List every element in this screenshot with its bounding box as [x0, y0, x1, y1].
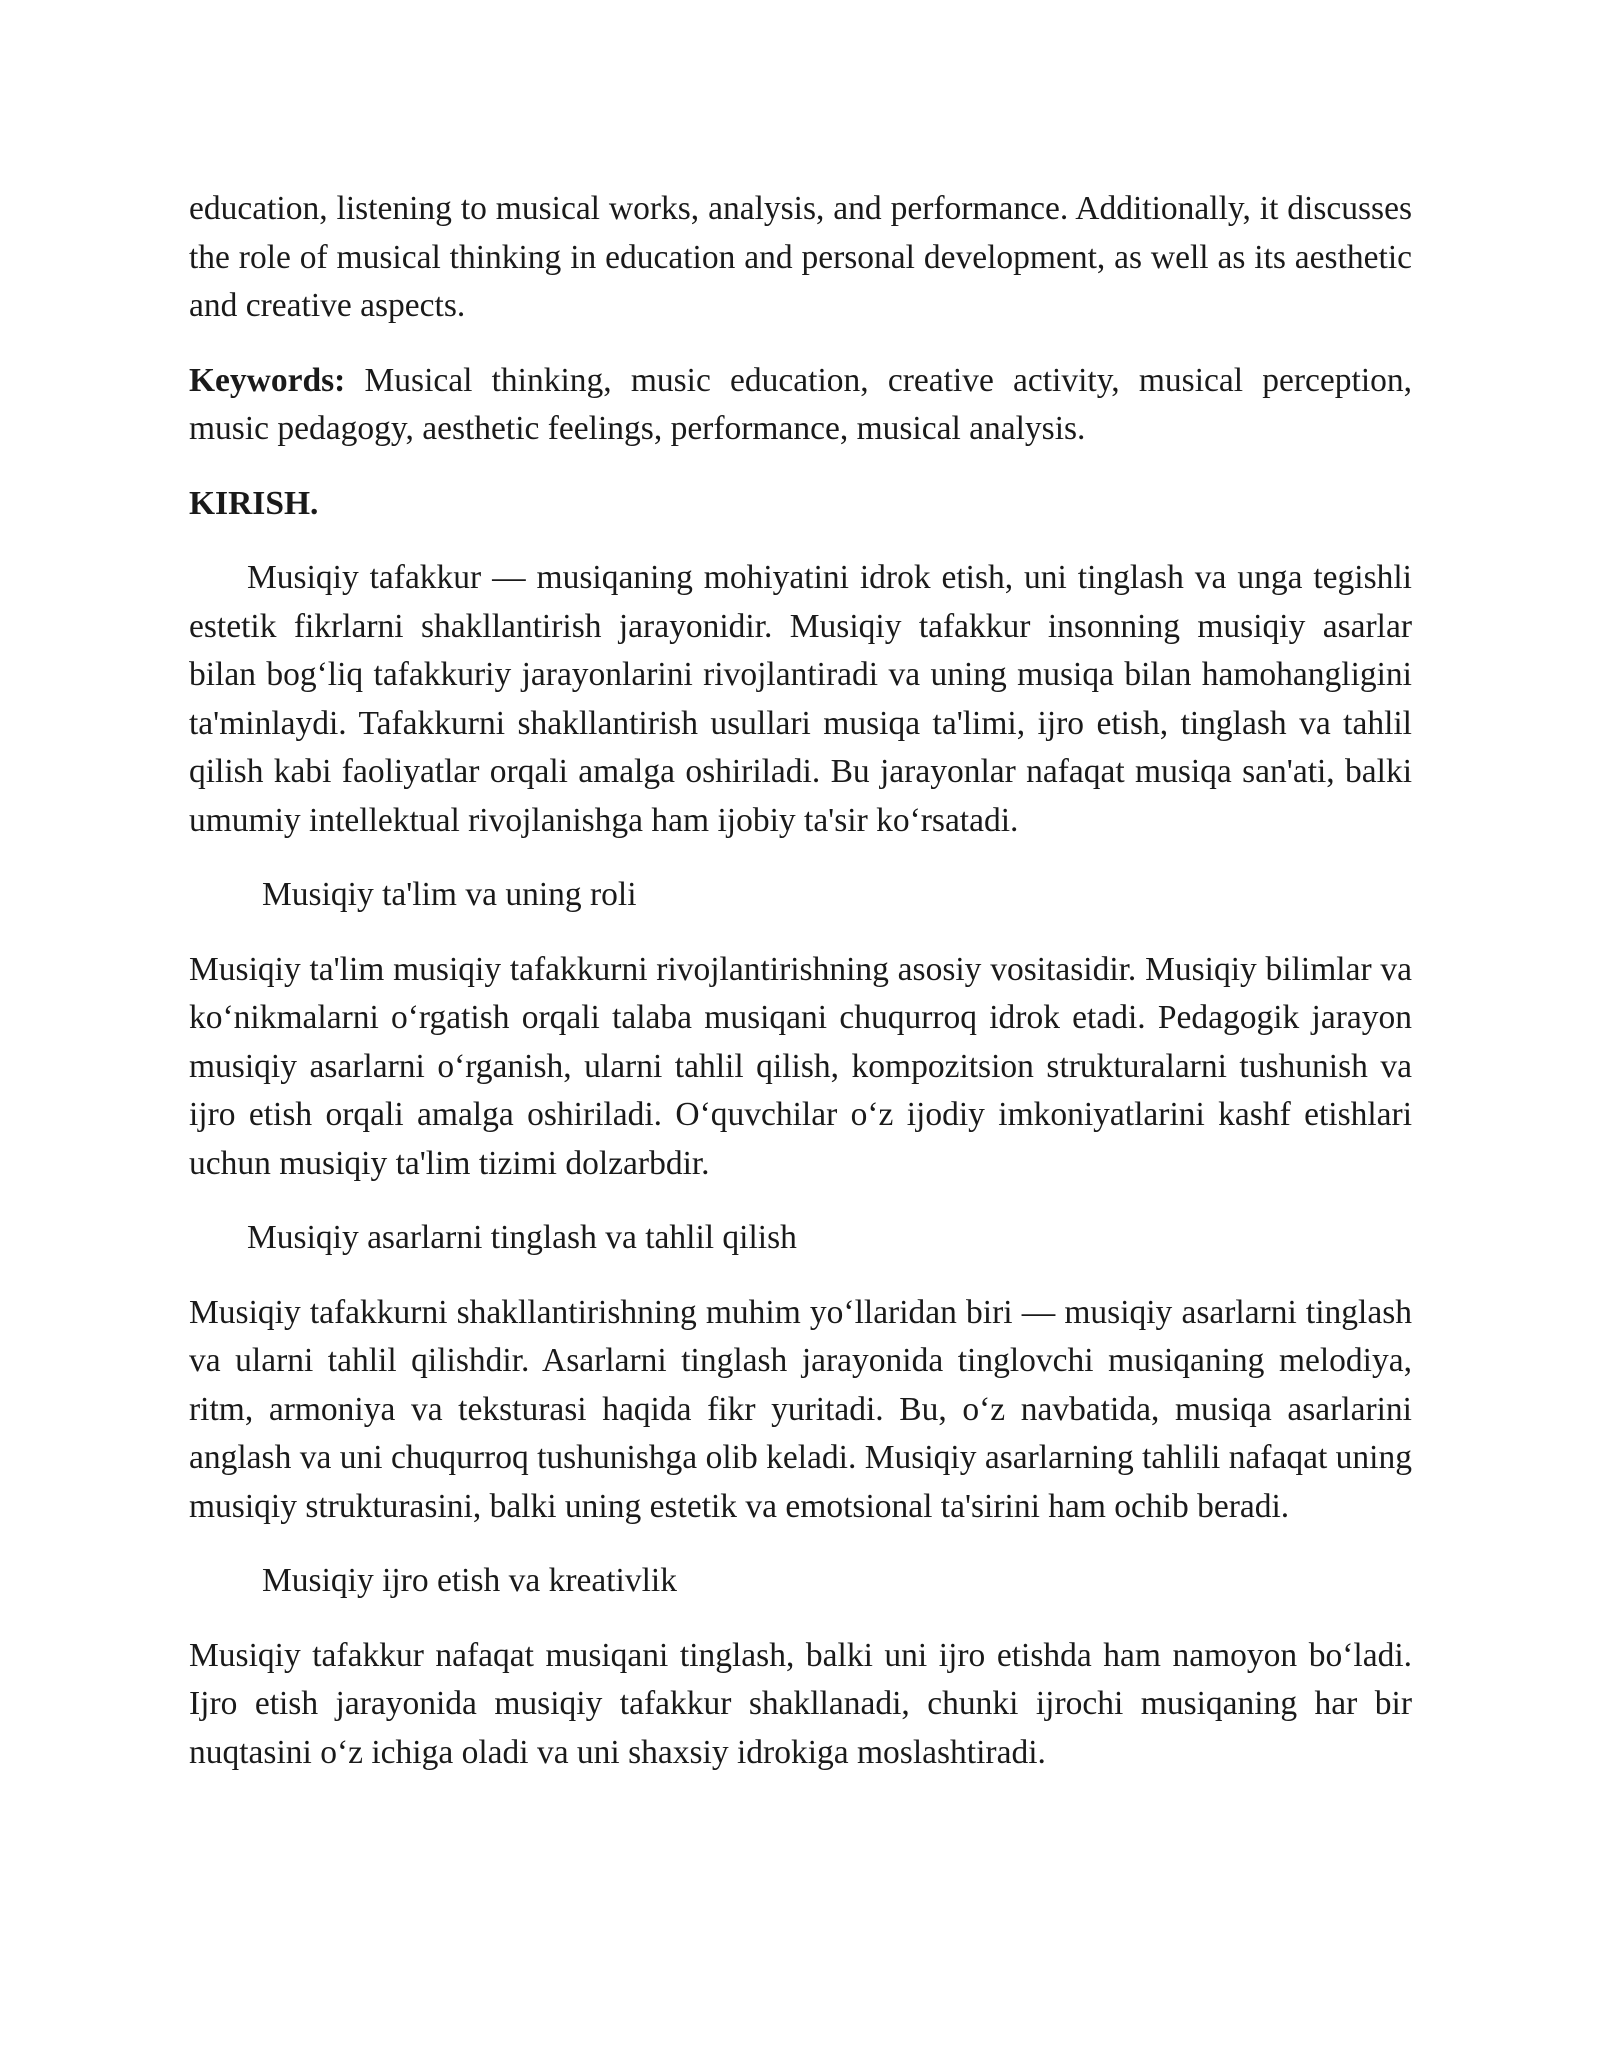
keywords-label: Keywords: — [189, 361, 346, 399]
listening-heading: Musiqiy asarlarni tinglash va tahlil qilish — [247, 1219, 797, 1256]
listening-paragraph: Musiqiy tafakkurni shakllantirishning muhim yo‘llaridan biri — musiqiy asarlarni tinglash va ularni tahlil qilishdir. Asarlarni tinglash jarayonida tinglovchi musiqaning melodiya, ritm, armoniya va teksturasi haqida fikr yuritadi. Bu, o‘z navbatida, musiqa asarlarini anglash va uni chuqurroq tushunishga olib keladi. Musiqiy asarlarning tahlili nafaqat uning musiqiy strukturasini, balki uning estetik va emotsional ta'sirini ham ochib beradi. — [189, 1293, 1412, 1525]
intro-paragraph: Musiqiy tafakkur — musiqaning mohiyatini idrok etish, uni tinglash va unga tegishli estetik fikrlarni shakllantirish jarayonidir. Musiqiy tafakkur insonning musiqiy asarlar bilan bog‘liq tafakkuriy jarayonlarini rivojlantiradi va uning musiqa bilan hamohangligini ta'minlaydi. Tafakkurni shakllantirish usullari musiqa ta'limi, ijro etish, tinglash va tahlil qilish kabi faoliyatlar orqali amalga oshiriladi. Bu jarayonlar nafaqat musiqa san'ati, balki umumiy intellektual rivojlanishga ham ijobiy ta'sir ko‘rsatadi. — [189, 559, 1412, 839]
performance-heading: Musiqiy ijro etish va kreativlik — [262, 1562, 677, 1599]
education-heading: Musiqiy ta'lim va uning roli — [262, 876, 637, 913]
abstract-continuation: education, listening to musical works, analysis, and performance. Additionally, it discusses the role of musical thinking in education and personal development, as well as its aesthetic and creative aspects. — [189, 190, 1412, 324]
keywords-text: Musical thinking, music education, creative activity, musical perception, music pedagogy, aesthetic feelings, performance, musical analysis. — [189, 361, 1412, 447]
intro-heading: KIRISH. — [189, 484, 319, 522]
keywords-paragraph — [189, 357, 1412, 454]
education-paragraph: Musiqiy ta'lim musiqiy tafakkurni rivojlantirishning asosiy vositasidir. Musiqiy bilimlar va ko‘nikmalarni o‘rgatish orqali talaba musiqani chuqurroq idrok etadi. Pedagogik jarayon musiqiy asarlarni o‘rganish, ularni tahlil qilish, kompozitsion strukturalarni tushunish va ijro etish orqali amalga oshiriladi. O‘quvchilar o‘z ijodiy imkoniyatlarini kashf etishlari uchun musiqiy ta'lim tizimi dolzarbdir. — [189, 950, 1412, 1182]
page-content — [189, 185, 1412, 1803]
performance-paragraph: Musiqiy tafakkur nafaqat musiqani tinglash, balki uni ijro etishda ham namoyon bo‘ladi. Ijro etish jarayonida musiqiy tafakkur shakllanadi, chunki ijrochi musiqaning har bir nuqtasini o‘z ichiga oladi va uni shaxsiy idrokiga moslashtiradi. — [189, 1636, 1412, 1771]
